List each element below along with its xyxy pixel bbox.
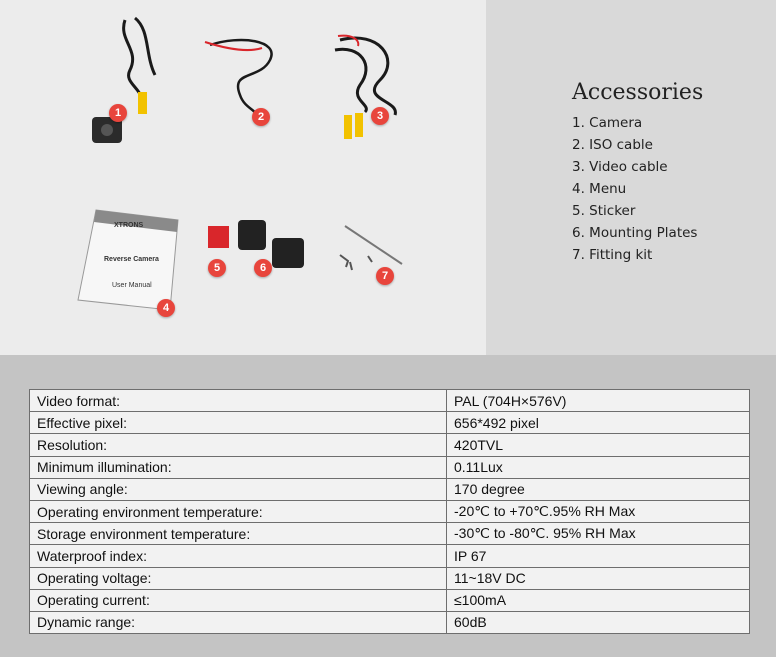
manual-brand: XTRONS	[114, 222, 144, 229]
accessory-item: 2. ISO cable	[572, 137, 653, 153]
badge-4: 4	[157, 299, 175, 317]
accessory-item: 3. Video cable	[572, 159, 668, 175]
spec-value: 170 degree	[447, 478, 750, 500]
table-row	[30, 567, 750, 589]
specs-table	[29, 389, 750, 634]
spec-label: Dynamic range:	[30, 611, 447, 633]
badge-3: 3	[371, 107, 389, 125]
spec-value: 11~18V DC	[447, 567, 750, 589]
iso-cable-item	[205, 40, 272, 118]
spec-value: PAL (704H×576V)	[447, 390, 750, 412]
accessory-item: 7. Fitting kit	[572, 247, 653, 263]
spec-label: Operating voltage:	[30, 567, 447, 589]
spec-label: Resolution:	[30, 434, 447, 456]
badge-5: 5	[208, 259, 226, 277]
spec-value: 656*492 pixel	[447, 412, 750, 434]
manual-title: Reverse Camera	[104, 256, 159, 263]
mounting-plates-item	[238, 220, 304, 268]
badge-1: 1	[109, 104, 127, 122]
accessories-title: Accessories	[572, 80, 704, 105]
spec-value: -30℃ to -80℃. 95% RH Max	[447, 523, 750, 545]
product-photo	[0, 0, 486, 355]
spec-value: 0.11Lux	[447, 456, 750, 478]
manual-subtitle: User Manual	[112, 282, 152, 289]
accessory-item: 4. Menu	[572, 181, 627, 197]
accessories-list	[572, 112, 697, 266]
fitting-kit-item	[340, 226, 402, 270]
spec-value: ≤100mA	[447, 589, 750, 611]
accessory-item: 6. Mounting Plates	[572, 225, 698, 241]
spec-value: IP 67	[447, 545, 750, 567]
accessory-item: 1. Camera	[572, 115, 643, 131]
video-cable-item	[335, 36, 395, 139]
product-items-illustration	[0, 0, 486, 355]
spec-label: Minimum illumination:	[30, 456, 447, 478]
table-row	[30, 412, 750, 434]
badge-2: 2	[252, 108, 270, 126]
table-row	[30, 523, 750, 545]
table-row	[30, 500, 750, 522]
sticker-item	[208, 226, 229, 248]
spec-value: -20℃ to +70℃.95% RH Max	[447, 500, 750, 522]
spec-label: Effective pixel:	[30, 412, 447, 434]
spec-value: 60dB	[447, 611, 750, 633]
spec-label: Waterproof index:	[30, 545, 447, 567]
spec-label: Viewing angle:	[30, 478, 447, 500]
spec-label: Operating environment temperature:	[30, 500, 447, 522]
spec-value: 420TVL	[447, 434, 750, 456]
spec-label: Operating current:	[30, 589, 447, 611]
badge-6: 6	[254, 259, 272, 277]
table-row	[30, 545, 750, 567]
table-row	[30, 611, 750, 633]
table-row	[30, 478, 750, 500]
badge-7: 7	[376, 267, 394, 285]
table-row	[30, 434, 750, 456]
table-row	[30, 456, 750, 478]
accessory-item: 5. Sticker	[572, 203, 636, 219]
spec-label: Storage environment temperature:	[30, 523, 447, 545]
camera-item	[92, 18, 155, 143]
spec-label: Video format:	[30, 390, 447, 412]
table-row	[30, 589, 750, 611]
table-row	[30, 390, 750, 412]
